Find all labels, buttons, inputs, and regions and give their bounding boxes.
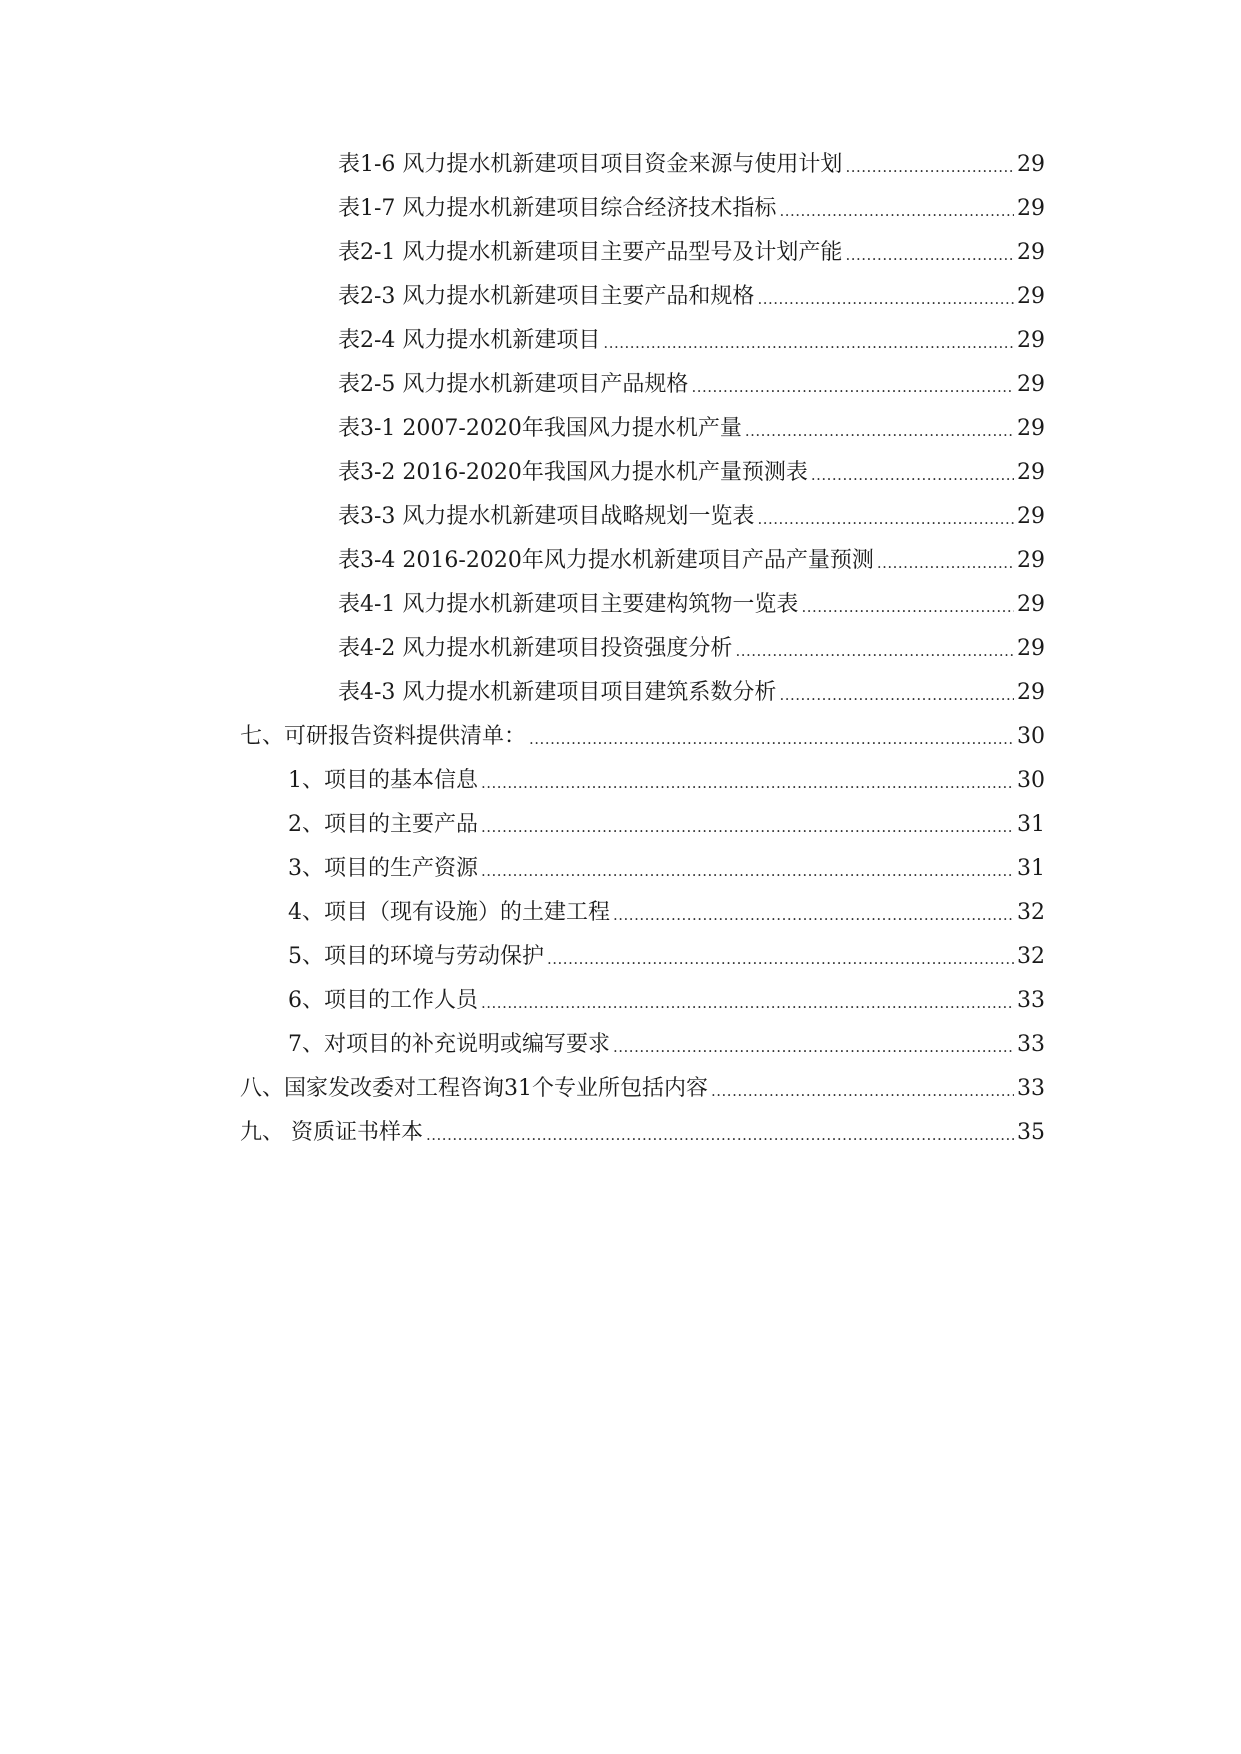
toc-page-number: 29 [1017,416,1045,441]
toc-entry-label: 表4-2 风力提水机新建项目投资强度分析 [338,636,733,661]
toc-page-number: 31 [1017,856,1045,881]
dot-leader [691,374,1014,400]
toc-entry-label: 3、项目的生产资源 [288,856,478,881]
dot-leader [757,286,1014,312]
toc-entry-label: 6、项目的工作人员 [288,988,478,1013]
toc-entry-label: 4、项目（现有设施）的土建工程 [288,900,610,925]
toc-entry[interactable] [240,718,1045,752]
toc-entry[interactable] [288,938,1045,972]
toc-entry-label: 八、国家发改委对工程咨询31个专业所包括内容 [240,1076,708,1101]
toc-entry[interactable] [338,366,1045,400]
toc-entry[interactable] [338,498,1045,532]
dot-leader [613,902,1014,928]
toc-entry[interactable] [288,982,1045,1016]
toc-page-number: 32 [1017,900,1045,925]
dot-leader [845,154,1014,180]
toc-page-number: 29 [1017,680,1045,705]
dot-leader [801,594,1014,620]
toc-entry[interactable] [288,762,1045,796]
toc-entry-label: 表3-1 2007-2020年我国风力提水机产量 [338,416,742,441]
dot-leader [779,198,1014,224]
toc-entry[interactable] [338,322,1045,356]
toc-entry[interactable] [288,850,1045,884]
toc-entry-label: 表4-1 风力提水机新建项目主要建构筑物一览表 [338,592,799,617]
toc-page-number: 33 [1017,1076,1045,1101]
toc-entry[interactable] [288,1026,1045,1060]
dot-leader [877,550,1014,576]
dot-leader [811,462,1014,488]
toc-entry-label: 表3-3 风力提水机新建项目战略规划一览表 [338,504,755,529]
toc-entry[interactable] [288,806,1045,840]
dot-leader [481,814,1014,840]
toc-page-number: 29 [1017,460,1045,485]
dot-leader [481,770,1014,796]
toc-entry[interactable] [338,410,1045,444]
toc-entry-label: 表2-3 风力提水机新建项目主要产品和规格 [338,284,755,309]
dot-leader [613,1034,1014,1060]
dot-leader [481,858,1014,884]
toc-page-number: 29 [1017,328,1045,353]
toc-page-number: 31 [1017,812,1045,837]
toc-entry-label: 表3-2 2016-2020年我国风力提水机产量预测表 [338,460,808,485]
toc-entry-label: 表2-5 风力提水机新建项目产品规格 [338,372,689,397]
dot-leader [711,1078,1014,1104]
toc-page-number: 29 [1017,636,1045,661]
dot-leader [779,682,1014,708]
toc-page-number: 29 [1017,592,1045,617]
toc-entry-label: 表2-4 风力提水机新建项目 [338,328,601,353]
toc-entry[interactable] [338,190,1045,224]
toc-page-number: 29 [1017,240,1045,265]
dot-leader [529,726,1014,752]
toc-entry-label: 表1-7 风力提水机新建项目综合经济技术指标 [338,196,777,221]
toc-entry-label: 表1-6 风力提水机新建项目项目资金来源与使用计划 [338,152,843,177]
toc-entry[interactable] [288,894,1045,928]
toc-entry-label: 7、对项目的补充说明或编写要求 [288,1032,610,1057]
toc-entry-label: 表3-4 2016-2020年风力提水机新建项目产品产量预测 [338,548,874,573]
toc-page-number: 29 [1017,504,1045,529]
toc-entry-label: 2、项目的主要产品 [288,812,478,837]
toc-page-number: 30 [1017,768,1045,793]
toc-entry[interactable] [338,146,1045,180]
toc-entry[interactable] [338,674,1045,708]
dot-leader [757,506,1014,532]
toc-entry[interactable] [240,1070,1045,1104]
toc-entry-label: 表2-1 风力提水机新建项目主要产品型号及计划产能 [338,240,843,265]
toc-page-number: 35 [1017,1120,1045,1145]
toc-entry-label: 九、 资质证书样本 [240,1120,423,1145]
toc-entry-label: 七、可研报告资料提供清单： [240,724,527,749]
toc-entry[interactable] [240,1114,1045,1148]
toc-entry-label: 表4-3 风力提水机新建项目项目建筑系数分析 [338,680,777,705]
dot-leader [426,1122,1014,1148]
toc-entry[interactable] [338,630,1045,664]
toc-page-number: 29 [1017,548,1045,573]
dot-leader [845,242,1014,268]
toc-page-number: 29 [1017,152,1045,177]
toc-page-number: 30 [1017,724,1045,749]
toc-entry[interactable] [338,586,1045,620]
toc-page-number: 29 [1017,196,1045,221]
toc-page-number: 33 [1017,1032,1045,1057]
dot-leader [745,418,1014,444]
toc-page-number: 33 [1017,988,1045,1013]
dot-leader [481,990,1014,1016]
toc-entry[interactable] [338,278,1045,312]
toc-page-number: 29 [1017,284,1045,309]
toc-page-number: 29 [1017,372,1045,397]
toc-entry[interactable] [338,454,1045,488]
dot-leader [735,638,1014,664]
toc-page-number: 32 [1017,944,1045,969]
toc-entry-label: 1、项目的基本信息 [288,768,478,793]
dot-leader [603,330,1014,356]
toc-entry[interactable] [338,234,1045,268]
dot-leader [547,946,1014,972]
toc-entry-label: 5、项目的环境与劳动保护 [288,944,544,969]
toc-entry[interactable] [338,542,1045,576]
